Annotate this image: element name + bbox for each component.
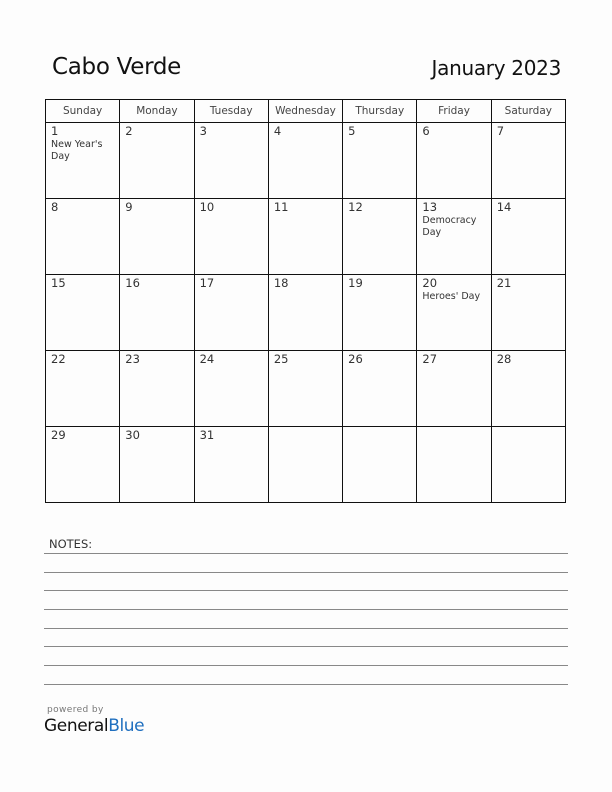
day-cell (268, 275, 342, 351)
day-cell (343, 351, 417, 427)
day-cell (46, 123, 120, 199)
day-cell (46, 199, 120, 275)
day-number: 20 (422, 276, 438, 290)
notes-line (44, 553, 568, 554)
day-number: 30 (125, 428, 140, 442)
week-row (46, 351, 566, 427)
holiday-label: New Year's Day (51, 139, 103, 162)
calendar-month-year: January 2023 (431, 56, 561, 80)
day-cell (491, 275, 565, 351)
day-number: 23 (125, 352, 140, 366)
day-number: 12 (348, 200, 363, 214)
day-cell (417, 123, 491, 199)
day-number: 24 (199, 352, 215, 366)
day-cell (120, 199, 194, 275)
weekday-friday: Friday (417, 100, 491, 123)
day-cell (46, 275, 120, 351)
day-cell (343, 199, 417, 275)
day-cell (343, 275, 417, 351)
calendar-grid (45, 99, 566, 503)
day-cell (268, 427, 342, 503)
day-number: 29 (51, 428, 66, 442)
weekday-thursday: Thursday (343, 100, 417, 123)
day-cell (194, 199, 268, 275)
day-number: 28 (496, 352, 512, 366)
week-row (46, 427, 566, 503)
day-cell (268, 351, 342, 427)
day-cell (343, 427, 417, 503)
weekday-header-row (46, 100, 566, 123)
day-number: 15 (51, 276, 66, 290)
day-cell (417, 427, 491, 503)
day-number: 8 (51, 200, 59, 214)
day-number: 6 (422, 124, 430, 138)
day-number: 7 (496, 124, 505, 138)
notes-line (44, 609, 568, 610)
calendar-country-title: Cabo Verde (52, 54, 182, 80)
brand-blue: Blue (108, 716, 145, 736)
powered-by-label: powered by (47, 705, 104, 715)
day-number: 18 (273, 276, 289, 290)
day-cell (491, 351, 565, 427)
weekday-sunday: Sunday (46, 100, 120, 123)
notes-line (44, 628, 568, 629)
day-number: 13 (422, 200, 438, 214)
notes-line (44, 590, 568, 591)
holiday-label: Democracy Day (422, 215, 477, 238)
day-cell (491, 199, 565, 275)
notes-line (44, 572, 568, 573)
day-number: 10 (199, 200, 215, 214)
day-number: 9 (125, 200, 133, 214)
day-cell (417, 275, 491, 351)
weekday-tuesday: Tuesday (194, 100, 268, 123)
day-number: 17 (199, 276, 215, 290)
weekday-wednesday: Wednesday (268, 100, 342, 123)
notes-line (44, 665, 568, 666)
week-row (46, 275, 566, 351)
holiday-label: Heroes' Day (422, 291, 481, 302)
day-cell (120, 275, 194, 351)
day-cell (194, 351, 268, 427)
notes-label: NOTES: (49, 537, 93, 551)
day-cell (194, 275, 268, 351)
day-number: 21 (496, 276, 512, 290)
week-row (46, 123, 566, 199)
day-number: 4 (273, 124, 282, 138)
day-number: 3 (199, 124, 207, 138)
day-cell (343, 123, 417, 199)
day-cell (491, 427, 565, 503)
day-cell (120, 351, 194, 427)
day-number: 14 (496, 200, 512, 214)
day-cell (46, 351, 120, 427)
day-cell (417, 199, 491, 275)
day-number: 19 (348, 276, 363, 290)
weekday-monday: Monday (120, 100, 194, 123)
day-number: 27 (422, 352, 438, 366)
day-cell (120, 123, 194, 199)
week-row (46, 199, 566, 275)
day-cell (194, 427, 268, 503)
day-cell (417, 351, 491, 427)
day-cell (268, 123, 342, 199)
day-number: 16 (125, 276, 140, 290)
day-number: 22 (51, 352, 66, 366)
day-number: 2 (125, 124, 133, 138)
notes-line (44, 684, 568, 685)
day-number: 31 (199, 428, 215, 442)
notes-line (44, 646, 568, 647)
day-cell (120, 427, 194, 503)
brand-general: General (44, 716, 109, 736)
day-number: 26 (348, 352, 363, 366)
day-cell (194, 123, 268, 199)
generalblue-logo (44, 716, 144, 736)
day-number: 5 (348, 124, 356, 138)
day-number: 25 (273, 352, 289, 366)
day-number: 1 (51, 124, 59, 138)
day-cell (491, 123, 565, 199)
day-cell (268, 199, 342, 275)
day-number: 11 (273, 200, 289, 214)
weekday-saturday: Saturday (491, 100, 565, 123)
day-cell (46, 427, 120, 503)
